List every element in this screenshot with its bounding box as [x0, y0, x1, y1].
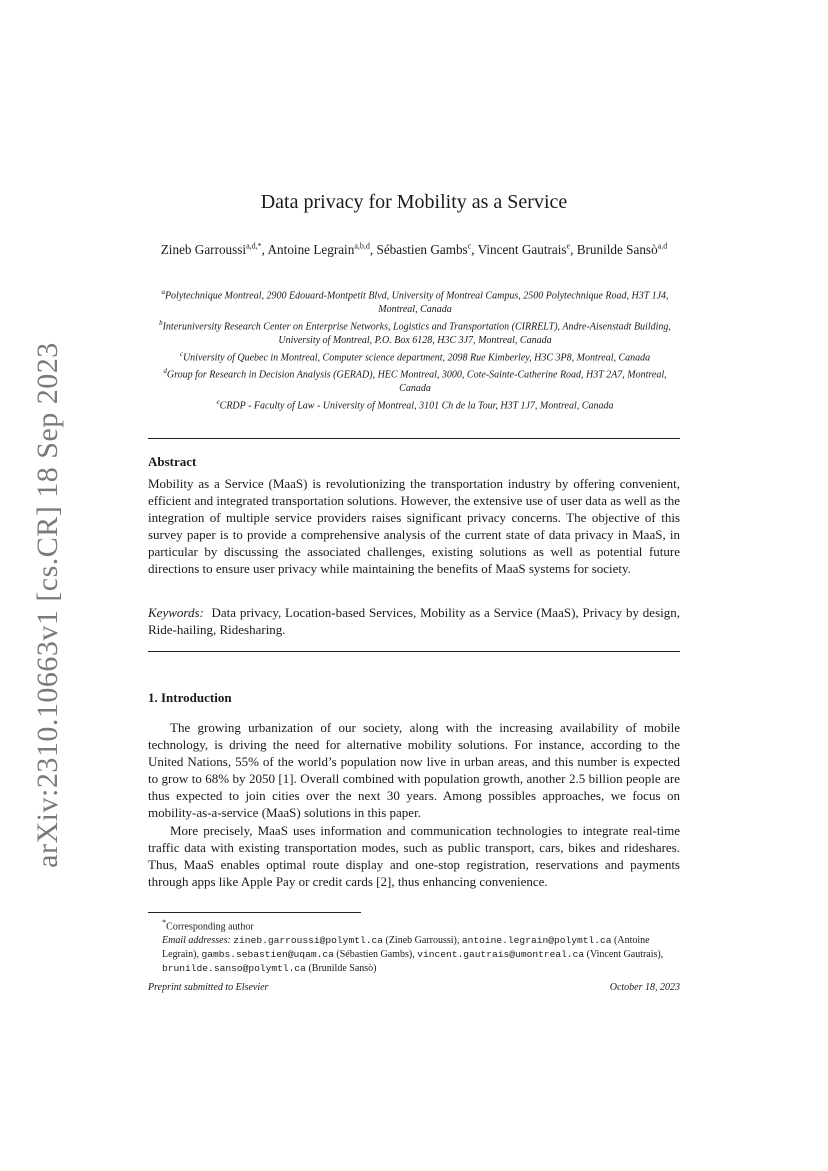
keywords [148, 604, 680, 638]
email-link[interactable]: antoine.legrain@polymtl.ca [461, 935, 612, 947]
abstract-text: Mobility as a Service (MaaS) is revolutionizing the transportation industry by offering convenient, efficient and integrated transportation solutions. However, the extensive use of user data as well as the integration of multiple service providers raises significant privacy concerns. The objective of this survey paper is to provide a comprehensive analysis of the current state of data privacy in MaaS, in particular by discussing the associated challenges, existing solutions as well as potential future directions to ensure user privacy while maintaining the benefits of MaaS systems for society. [148, 476, 680, 577]
author: Antoine Legrain$^{a,b,d}$, [267, 242, 377, 258]
affiliation-list [150, 286, 680, 413]
email-link[interactable]: gambs.sebastien@uqam.ca [201, 949, 334, 961]
introduction-body [148, 719, 680, 890]
abstract-heading: Abstract [148, 454, 197, 469]
arxiv-stamp: arXiv:2310.10663v1 [cs.CR] 18 Sep 2023 [31, 342, 64, 868]
affiliation: $^e$CRDP - Faculty of Law - University of Montreal, 3101 Ch de la Tour, H3T 1J7, Montreal, Canada [216, 397, 614, 412]
keywords-label: Keywords: [148, 605, 204, 620]
divider-top [148, 438, 680, 439]
author: Sébastien Gambs$^c$, [376, 242, 478, 258]
preprint-date: October 18, 2023 [609, 982, 680, 993]
footnote-divider [148, 912, 361, 913]
email-link[interactable]: vincent.gautrais@umontreal.ca [417, 949, 585, 961]
email-link[interactable]: zineb.garroussi@polymtl.ca [233, 935, 383, 947]
affiliation: $^b$Interuniversity Research Center on Enterprise Networks, Logistics and Transportation (CIRRELT), Andre-Aisenstadt Building, University of Montreal, P.O. Box 6128, H3C 3J7, Montreal, Canada [159, 318, 671, 347]
preprint-note: Preprint submitted to Elsevier [148, 982, 269, 993]
footnotes [148, 916, 680, 976]
affiliation: $^c$University of Quebec in Montreal, Computer science department, 2098 Rue Kimberley, H3C 3P8, Montreal, Canada [179, 349, 651, 364]
email-addresses: Email addresses: zineb.garroussi@polymtl.ca (Zineb Garroussi), antoine.legrain@polymtl.ca (Antoine Legrain), gambs.sebastien@uqam.ca (Sébastien Gambs), vincent.gautrais@umontreal.ca (Vincent Gautrais), brunilde.sanso@polymtl.ca (Brunilde Sansò) [162, 935, 664, 975]
email-link[interactable]: brunilde.sanso@polymtl.ca [162, 963, 306, 975]
section-heading: 1. Introduction [148, 690, 232, 705]
affiliation: $^a$Polytechnique Montreal, 2900 Edouard-Montpetit Blvd, University of Montreal Campus, 2500 Polytechnique Road, H3T 1J4, Montreal, Canada [161, 288, 669, 316]
paragraph: The growing urbanization of our society, along with the increasing availability of mobile technology, is driving the need for alternative mobility solutions. For instance, according to the United Nations, 55% of the world’s population now live in urban areas, and this number is expected to grow to 68% by 2050 [1]. Overall combined with population growth, another 2.5 billion people are thus expected to join cities over the next 30 years. Among possibles approaches, we focus on mobility-as-a-service (MaaS) solutions in this paper. [148, 720, 680, 821]
author: Brunilde Sansò$^{a,d}$ [576, 242, 668, 258]
divider-bottom [148, 651, 680, 652]
keywords-text: Data privacy, Location-based Services, Mobility as a Service (MaaS), Privacy by design, Ride-hailing, Ridesharing. [148, 605, 680, 638]
affiliation: $^d$Group for Research in Decision Analysis (GERAD), HEC Montreal, 3000, Cote-Sainte-Catherine Road, H3T 2A7, Montreal, Canada [163, 366, 667, 395]
author-list [160, 238, 668, 259]
author: Zineb Garroussi$^{a,d,*}$, [160, 242, 268, 258]
paper-title: Data privacy for Mobility as a Service [260, 191, 568, 213]
author: Vincent Gautrais$^e$, [477, 242, 577, 258]
paragraph: More precisely, MaaS uses information and communication technologies to integrate real-time traffic data with existing transportation modes, such as public transport, cars, bikes and rideshares. Thus, MaaS enables optimal route display and one-stop registration, reservations and payments through apps like Apple Pay or credit cards [2], thus enhancing convenience. [148, 822, 680, 889]
corresponding-note: *Corresponding author [162, 918, 254, 933]
